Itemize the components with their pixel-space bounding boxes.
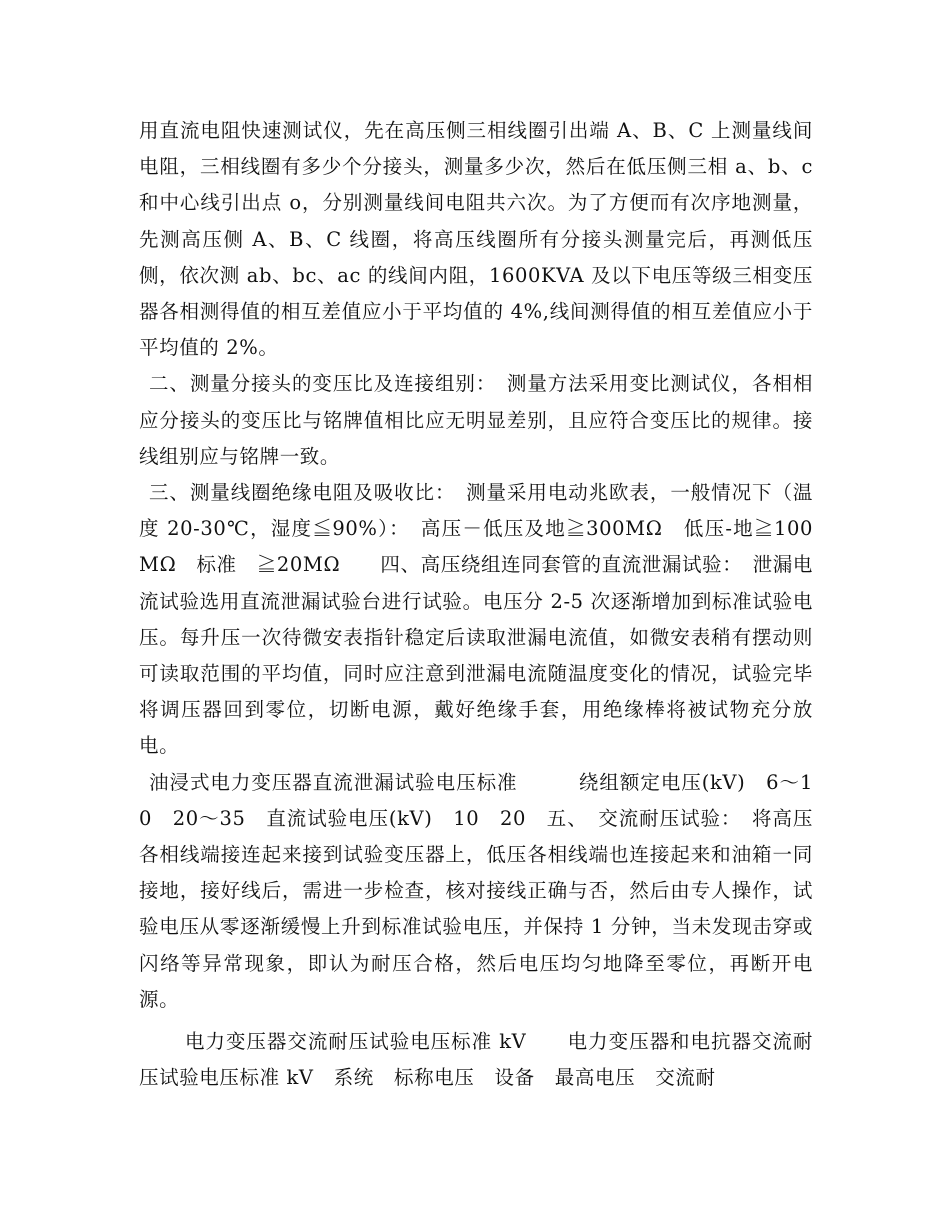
paragraph-dc-resistance: 用直流电阻快速测试仪，先在高压侧三相线圈引出端 A、B、C 上测量线间电阻，三相线圈有多少个分接头，测量多少次，然后在低压侧三相 a、b、c 和中心线引出点 o，分别测量线间电阻共六次。为了方便而有次序地测量，先测高压侧 A、B、C 线圈，将高压线圈所有分接头测量完后，再测低压侧，依次测 ab、bc、ac 的线间内阻，1600KVA 及以下电压等级三相变压器各相测得值的相互差值应小于平均值的 4%,线间测得值的相互差值应小于平均值的 2%。 [139, 119, 813, 360]
paragraph-ac-withstand: 油浸式电力变压器直流泄漏试验电压标准 绕组额定电压(kV) 6～10 20～35 直流试验电压(kV) 10 20 五、 交流耐压试验： 将高压各相线端接连起来接到试验变压器上，低压各相线端也连接起来和油箱一同接地，接好线后，需进一步检查，核对接线正确与否，然后由专人操作，试验电压从零逐渐缓慢上升到标准试验电压，并保持 1 分钟，当未发现击穿或闪络等异常现象，即认为耐压合格，然后电压均匀地降至零位，再断开电源。 [139, 770, 813, 1011]
paragraph-voltage-ratio: 二、测量分接头的变压比及连接组别： 测量方法采用变比测试仪，各相相应分接头的变压比与铭牌值相比应无明显差别，且应符合变压比的规律。接线组别应与铭牌一致。 [139, 372, 813, 468]
paragraph-ac-voltage-standard: 电力变压器交流耐压试验电压标准 kV 电力变压器和电抗器交流耐压试验电压标准 kV 系统 标称电压 设备 最高电压 交流耐 [139, 1030, 813, 1090]
document-body [139, 113, 813, 1096]
paragraph-insulation-resistance: 三、测量线圈绝缘电阻及吸收比： 测量采用电动兆欧表，一般情况下（温度 20-30℃，湿度≦90%）： 高压－低压及地≧300MΩ 低压-地≧100MΩ 标准 ≧20MΩ 四、高压绕组连同套管的直流泄漏试验： 泄漏电流试验选用直流泄漏试验台进行试验。电压分 2-5 次逐渐增加到标准试验电压。每升压一次待微安表指针稳定后读取泄漏电流值，如微安表稍有摆动则可读取范围的平均值，同时应注意到泄漏电流随温度变化的情况，试验完毕将调压器回到零位，切断电源，戴好绝缘手套，用绝缘棒将被试物充分放电。 [139, 481, 813, 758]
